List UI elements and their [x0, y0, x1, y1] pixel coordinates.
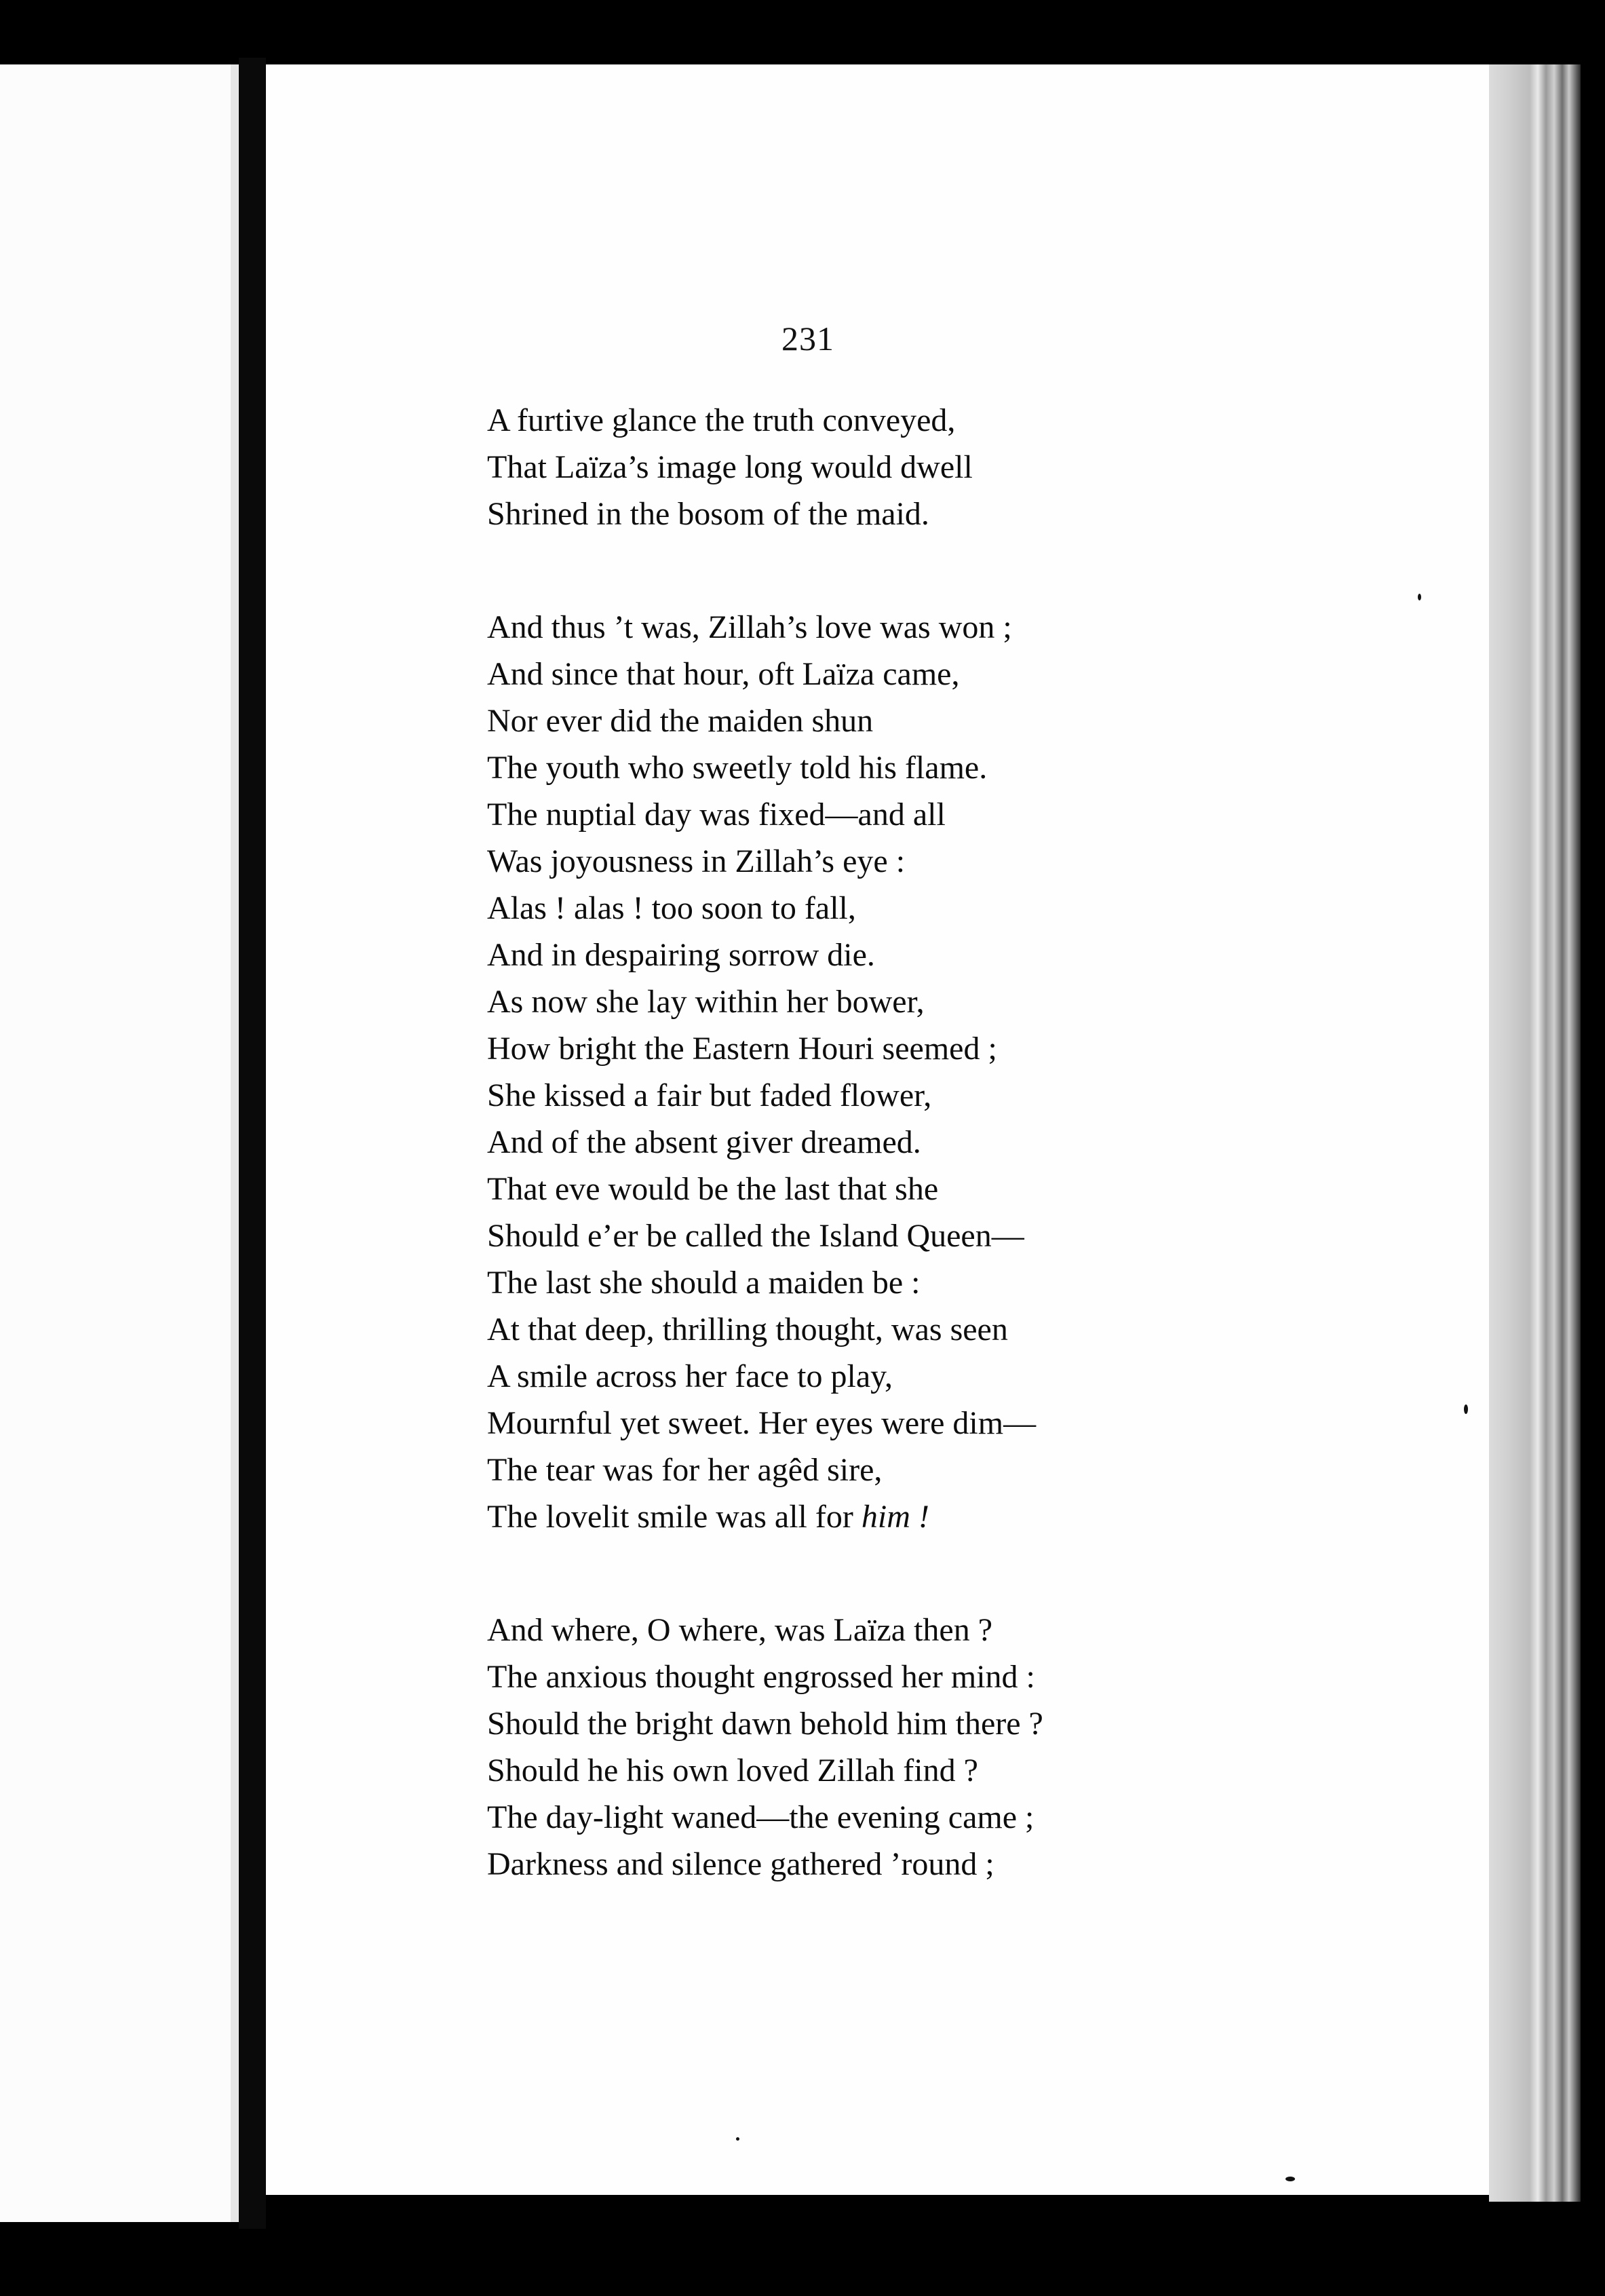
- stanza-3: [487, 1607, 1301, 1888]
- poem-line: And where, O where, was Laïza then ?: [487, 1612, 993, 1648]
- book-gutter: [239, 58, 266, 2229]
- stanza-break: [487, 537, 1301, 604]
- ink-speck: [1464, 1404, 1468, 1414]
- poem-line: That Laïza’s image long would dwell: [487, 449, 973, 485]
- poem-line: And thus ’t was, Zillah’s love was won ;: [487, 609, 1012, 645]
- poem-line: The youth who sweetly told his flame.: [487, 750, 988, 786]
- poem-line: Darkness and silence gathered ’round ;: [487, 1846, 994, 1882]
- poem-line: How bright the Eastern Houri seemed ;: [487, 1031, 997, 1067]
- ink-speck: [1418, 594, 1421, 600]
- poem-line-emphasis: [487, 1493, 1301, 1540]
- poem-line-text: The lovelit smile was all for: [487, 1499, 862, 1535]
- poem-line: Nor ever did the maiden shun: [487, 703, 874, 739]
- poem-line: She kissed a fair but faded flower,: [487, 1077, 932, 1113]
- stanza-2: [487, 604, 1301, 1540]
- poem-line: And in despairing sorrow die.: [487, 937, 875, 973]
- poem-line: Shrined in the bosom of the maid.: [487, 496, 929, 532]
- poem-line: As now she lay within her bower,: [487, 984, 925, 1020]
- poem-line: And since that hour, oft Laïza came,: [487, 656, 960, 692]
- left-page-border: [231, 64, 239, 2222]
- poem-line: The day-light waned—the evening came ;: [487, 1799, 1034, 1835]
- page-number: 231: [781, 320, 834, 358]
- poem-line: Should e’er be called the Island Queen—: [487, 1218, 1024, 1254]
- poem-line: Was joyousness in Zillah’s eye :: [487, 843, 906, 879]
- stanza-break: [487, 1540, 1301, 1607]
- poem-line: Should he his own loved Zillah find ?: [487, 1753, 978, 1788]
- poem-line: Alas ! alas ! too soon to fall,: [487, 890, 856, 926]
- poem-line: That eve would be the last that she: [487, 1171, 939, 1207]
- emphasized-word: him !: [861, 1499, 929, 1535]
- poem-line: A furtive glance the truth conveyed,: [487, 402, 956, 438]
- poem-line: The nuptial day was fixed—and all: [487, 797, 946, 833]
- ink-speck: [736, 2137, 739, 2141]
- stanza-1: [487, 397, 1301, 537]
- poem-line: The anxious thought engrossed her mind :: [487, 1659, 1035, 1695]
- ink-speck: [1285, 2177, 1295, 2181]
- poem-line: At that deep, thrilling thought, was seen: [487, 1312, 1008, 1347]
- poem-line: And of the absent giver dreamed.: [487, 1124, 921, 1160]
- poem-line: Should the bright dawn behold him there ?: [487, 1706, 1043, 1742]
- page-stack-edges: [1489, 64, 1581, 2202]
- poem-line: A smile across her face to play,: [487, 1358, 893, 1394]
- poem-line: Mournful yet sweet. Her eyes were dim—: [487, 1405, 1037, 1441]
- poem-line: The last she should a maiden be :: [487, 1265, 921, 1301]
- poem-line: The tear was for her agêd sire,: [487, 1452, 883, 1488]
- poem-text: [487, 397, 1301, 1888]
- left-page-edge: [0, 64, 231, 2222]
